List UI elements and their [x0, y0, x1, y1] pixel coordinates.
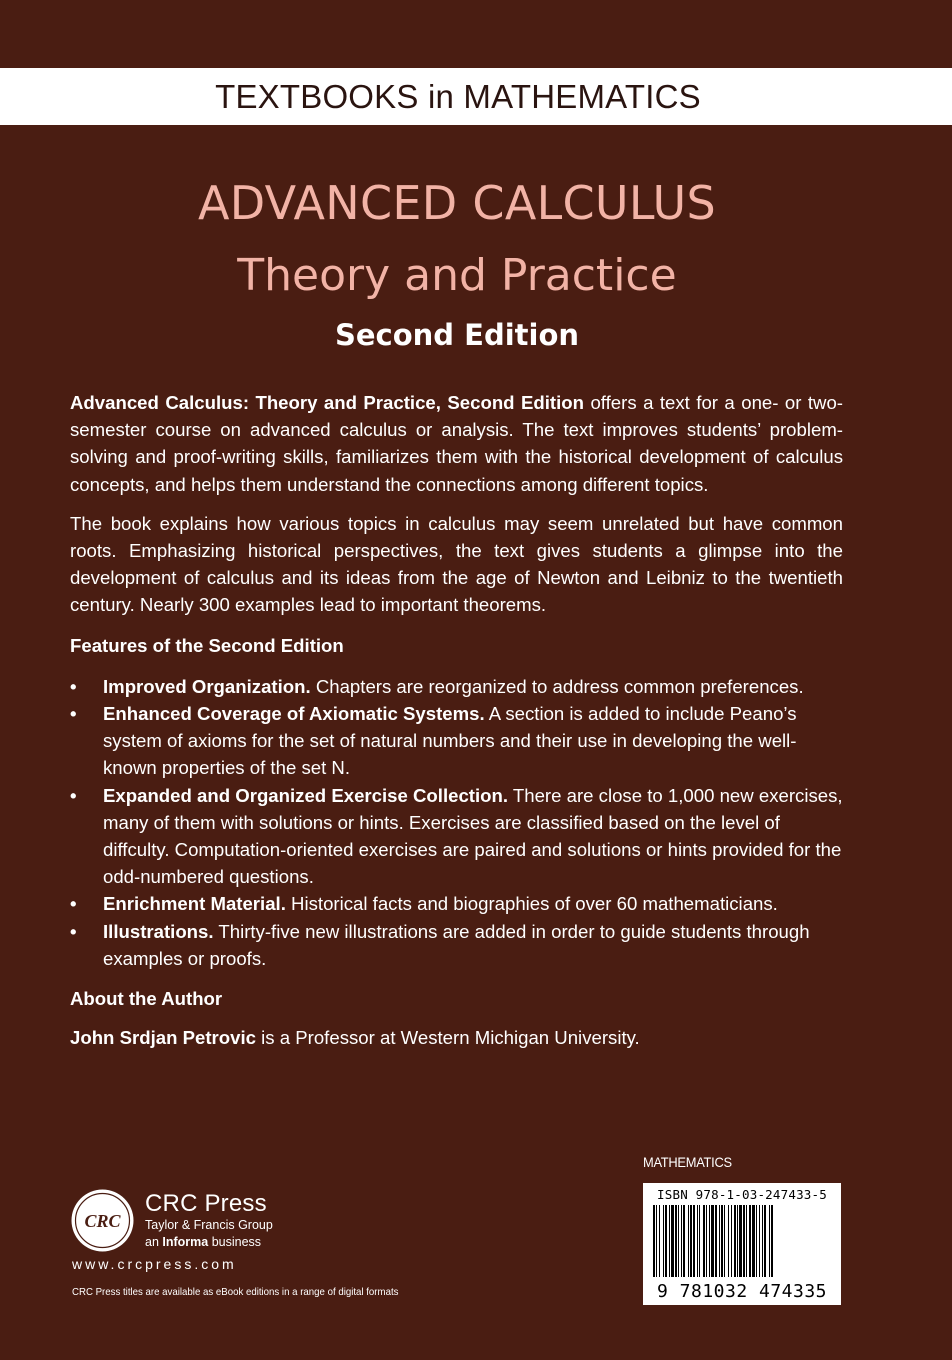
barcode-bar: [675, 1205, 677, 1277]
intro-paragraph: [70, 389, 843, 498]
feature-item: [70, 782, 843, 891]
barcode-bar: [659, 1205, 660, 1277]
logo-text: CRC: [84, 1211, 121, 1231]
barcode-bar: [715, 1205, 717, 1277]
barcode-bar: [683, 1205, 685, 1277]
barcode-bar: [746, 1205, 747, 1277]
isbn-barcode: [643, 1183, 841, 1305]
subject-label: MATHEMATICS: [643, 1154, 732, 1170]
business-prefix: an: [145, 1235, 163, 1249]
barcode-bar: [671, 1205, 674, 1277]
barcode-bar: [699, 1205, 700, 1277]
barcode-bar: [706, 1205, 707, 1277]
feature-title: Enhanced Coverage of Axiomatic Systems.: [103, 703, 485, 725]
feature-text: Thirty-five new illustrations are added in order to guide students through examples or proofs.: [103, 920, 810, 969]
features-list: [70, 673, 843, 972]
barcode-bar: [709, 1205, 710, 1277]
crc-logo-icon: [70, 1188, 135, 1253]
book-subtitle: Theory and Practice: [237, 250, 677, 301]
publisher-name: CRC Press: [145, 1190, 267, 1217]
publisher-website[interactable]: www.crcpress.com: [72, 1256, 237, 1272]
edition-label: Second Edition: [334, 318, 580, 352]
series-band: [0, 68, 952, 125]
barcode-bar: [762, 1205, 763, 1277]
author-text: is a Professor at Western Michigan University.: [255, 1027, 640, 1049]
feature-item: [70, 700, 843, 782]
barcode-bar: [678, 1205, 679, 1277]
barcode-bar: [769, 1205, 770, 1277]
barcode-bar: [743, 1205, 745, 1277]
publisher-business: [145, 1235, 273, 1249]
bullet-icon: •: [70, 784, 77, 806]
barcode-bar: [656, 1205, 657, 1277]
feature-item: [70, 673, 843, 700]
isbn-text: ISBN 978-1-03-247433-5: [657, 1187, 827, 1202]
barcode-bar: [663, 1205, 664, 1277]
barcode-bar: [756, 1205, 757, 1277]
bullet-icon: •: [70, 703, 77, 725]
barcode-bar: [690, 1205, 692, 1277]
barcode-bar: [737, 1205, 738, 1277]
bullet-icon: •: [70, 893, 77, 915]
intro-text: offers a text for a one- or two-semester course on advanced calculus or analysis. The text improves students’ problem-solving and proof-writing skills, familiarizes them with the historical development of calculus concepts, and helps them understand the connections among different topics.: [70, 392, 844, 495]
barcode-bar: [771, 1205, 773, 1277]
publisher-group: Taylor & Francis Group: [145, 1218, 273, 1232]
barcode-icon: [651, 1205, 833, 1279]
business-name: Informa: [162, 1235, 209, 1249]
description: [70, 389, 843, 1051]
business-suffix: business: [208, 1235, 262, 1249]
ebook-note: CRC Press titles are available as eBook editions in a range of digital formats: [72, 1286, 399, 1298]
feature-title: Expanded and Organized Exercise Collection.: [103, 784, 509, 806]
history-paragraph: The book explains how various topics in calculus may seem unrelated but have common roots. Emphasizing historical perspectives, the text gives students a glimpse into the development of calculus and its ideas from the age of Newton and Leibniz to the twentieth century. Nearly 300 examples lead to important theorems.: [70, 512, 843, 616]
barcode-bar: [688, 1205, 689, 1277]
author-bio: [70, 1024, 843, 1051]
barcode-bar: [764, 1205, 766, 1277]
feature-text: Historical facts and biographies of over 60 mathematicians.: [285, 893, 778, 915]
book-title: ADVANCED CALCULUS: [197, 176, 717, 230]
feature-title: Illustrations.: [103, 920, 214, 942]
barcode-bar: [752, 1205, 755, 1277]
barcode-bar: [669, 1205, 670, 1277]
author-heading: About the Author: [70, 988, 223, 1010]
series-title: TEXTBOOKS in MATHEMATICS: [215, 77, 701, 115]
feature-text: A section is added to include Peano’s system of axioms for the set of natural numbers and their use in developing the well-known properties of the set N.: [103, 703, 797, 779]
bullet-icon: •: [70, 920, 77, 942]
publisher-block: [145, 1190, 273, 1249]
bullet-icon: •: [70, 675, 77, 697]
barcode-bar: [719, 1205, 720, 1277]
feature-title: Enrichment Material.: [103, 893, 286, 915]
feature-text: Chapters are reorganized to address common preferences.: [310, 675, 804, 697]
intro-lead: Advanced Calculus: Theory and Practice, Second Edition: [70, 392, 584, 413]
barcode-bar: [653, 1205, 655, 1277]
barcode-bar: [734, 1205, 736, 1277]
barcode-bar: [739, 1205, 742, 1277]
barcode-bar: [724, 1205, 725, 1277]
barcode-digits: 9 781032 474335: [656, 1281, 828, 1302]
features-heading: Features of the Second Edition: [70, 634, 344, 656]
barcode-bar: [693, 1205, 695, 1277]
barcode-bar: [697, 1205, 698, 1277]
barcode-bar: [728, 1205, 729, 1277]
barcode-bar: [749, 1205, 751, 1277]
barcode-bar: [703, 1205, 705, 1277]
barcode-bar: [665, 1205, 667, 1277]
feature-item: [70, 890, 843, 917]
barcode-bar: [681, 1205, 682, 1277]
barcode-bar: [711, 1205, 714, 1277]
feature-title: Improved Organization.: [103, 675, 311, 697]
author-name: John Srdjan Petrovic: [70, 1027, 256, 1049]
barcode-bar: [731, 1205, 732, 1277]
barcode-bar: [721, 1205, 723, 1277]
feature-text: There are close to 1,000 new exercises, many of them with solutions or hints. Exercises are classified based on the level of diffculty. Computation-oriented exercises are paired and solutions or hints provided for the odd-numbered questions.: [103, 784, 843, 888]
feature-item: [70, 918, 843, 972]
barcode-bar: [759, 1205, 760, 1277]
